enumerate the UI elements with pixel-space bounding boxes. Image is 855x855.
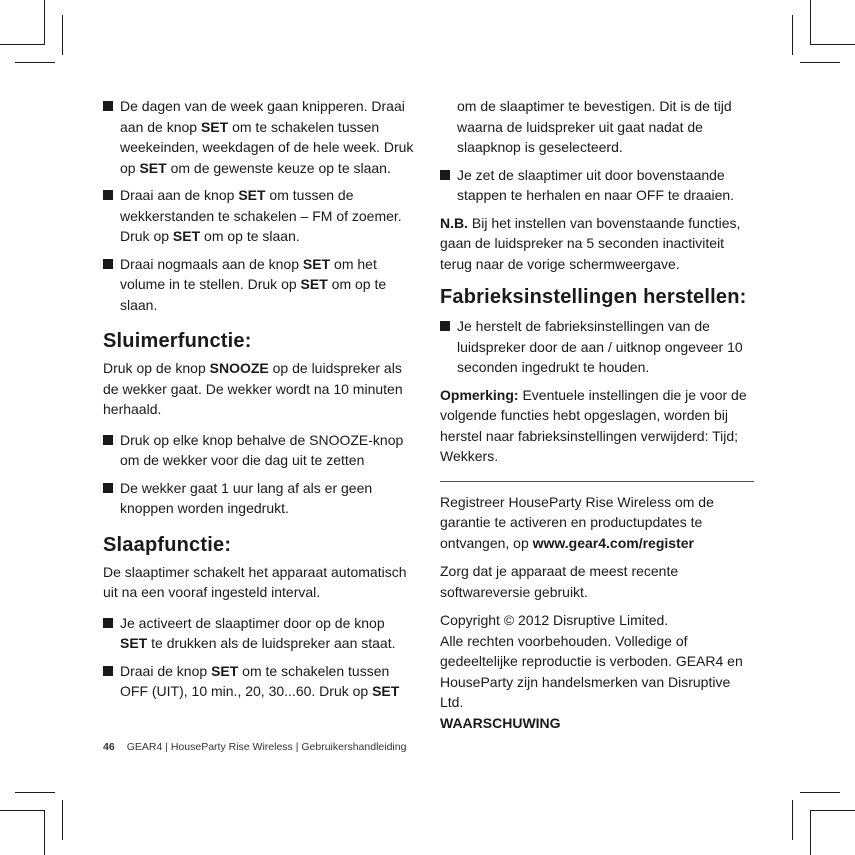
- page-footer: [103, 741, 406, 753]
- crop-mark: [810, 810, 811, 855]
- crop-mark: [0, 44, 45, 45]
- register-link[interactable]: www.gear4.com/register: [532, 534, 694, 551]
- sleep-heading: Slaapfunctie:: [103, 533, 232, 556]
- divider: [440, 481, 754, 482]
- footer-text: GEAR4 | HouseParty Rise Wireless | Gebruikershandleiding: [126, 741, 407, 753]
- snooze-paragraph: Druk op de knop SNOOZE op de luidspreker als de wekker gaat. De wekker wordt na 10 minuten herhaald.: [103, 360, 403, 417]
- list-item: Draai de knop SET om te schakelen tussen OFF (UIT), 10 min., 20, 30...60. Druk op SET: [103, 661, 415, 702]
- list-item-continuation: om de slaaptimer te bevestigen. Dit is de tijd waarna de luidspreker uit gaat nadat de slaapknop is geselecteerd.: [457, 98, 732, 155]
- list-item: Je zet de slaaptimer uit door bovenstaande stappen te herhalen en naar OFF te draaien.: [440, 165, 754, 206]
- bullet-square-icon: [440, 321, 450, 331]
- software-paragraph: Zorg dat je apparaat de meest recente softwareversie gebruikt.: [440, 563, 679, 600]
- crop-mark: [800, 792, 840, 793]
- crop-mark: [15, 792, 55, 793]
- crop-mark: [810, 0, 811, 45]
- crop-mark: [62, 15, 63, 55]
- crop-mark: [44, 0, 45, 45]
- crop-mark: [44, 810, 45, 855]
- factory-reset-heading: Fabrieksinstellingen herstellen:: [440, 286, 747, 308]
- crop-mark: [0, 810, 45, 811]
- crop-mark: [810, 44, 855, 45]
- bullet-square-icon: [103, 190, 113, 200]
- copyright-line: Copyright © 2012 Disruptive Limited.: [440, 612, 669, 628]
- left-column: [103, 96, 415, 709]
- snooze-heading: Sluimerfunctie:: [103, 330, 252, 352]
- bullet-square-icon: [103, 101, 113, 111]
- crop-mark: [792, 800, 793, 840]
- list-item: De dagen van de week gaan knipperen. Draai aan de knop SET om te schakelen tussen weekeinden, weekdagen of de hele week. Druk op SET om de gewenste keuze op te slaan.: [103, 96, 415, 178]
- bullet-square-icon: [103, 483, 113, 493]
- sleep-paragraph: De slaaptimer schakelt het apparaat automatisch uit na een vooraf ingesteld interval.: [103, 563, 407, 600]
- nb-note: N.B. Bij het instellen van bovenstaande functies, gaan de luidspreker na 5 seconden inactiviteit terug naar de vorige schermweergave.: [440, 214, 741, 272]
- page-number: 46: [103, 741, 115, 753]
- crop-mark: [15, 62, 55, 63]
- warning-label: WAARSCHUWING: [440, 714, 561, 731]
- list-item: Druk op elke knop behalve de SNOOZE-knop om de wekker voor die dag uit te zetten: [103, 430, 415, 471]
- list-item: Je activeert de slaaptimer door op de knop SET te drukken als de luidspreker aan staat.: [103, 613, 415, 654]
- list-item: Draai aan de knop SET om tussen de wekkerstanden te schakelen – FM of zoemer. Druk op SET om op te slaan.: [103, 185, 415, 247]
- bullet-square-icon: [103, 435, 113, 445]
- bullet-square-icon: [440, 170, 450, 180]
- crop-mark: [792, 15, 793, 55]
- register-paragraph: Registreer HouseParty Rise Wireless om de garantie te activeren en productupdates te ontvangen, op www.gear4.com/register: [440, 493, 714, 551]
- list-item: De wekker gaat 1 uur lang af als er geen knoppen worden ingedrukt.: [103, 478, 415, 519]
- right-column: [440, 96, 754, 733]
- crop-mark: [800, 62, 840, 63]
- bullet-square-icon: [103, 666, 113, 676]
- opmerking-note: Opmerking: Eventuele instellingen die je voor de volgende functies hebt opgeslagen, worden bij herstel naar fabrieksinstellingen verwijderd: Tijd; Wekkers.: [440, 386, 747, 464]
- rights-paragraph: Alle rechten voorbehouden. Volledige of gedeeltelijke reproductie is verboden. GEAR4 en HouseParty zijn handelsmerken van Disruptive Ltd.: [440, 632, 743, 710]
- list-item: Draai nogmaals aan de knop SET om het volume in te stellen. Druk op SET om op te slaan.: [103, 254, 415, 316]
- bullet-square-icon: [103, 618, 113, 628]
- list-item: Je herstelt de fabrieksinstellingen van de luidspreker door de aan / uitknop ongeveer 10 seconden ingedrukt te houden.: [440, 316, 754, 378]
- crop-mark: [62, 800, 63, 840]
- crop-mark: [810, 810, 855, 811]
- bullet-square-icon: [103, 259, 113, 269]
